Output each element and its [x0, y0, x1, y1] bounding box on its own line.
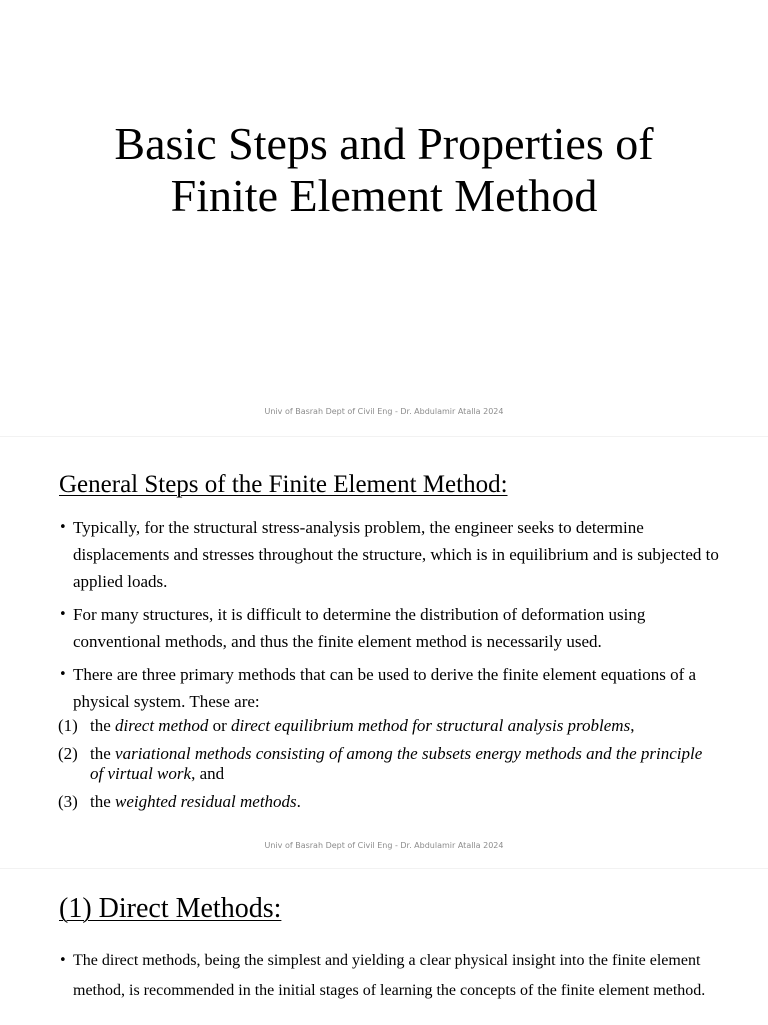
method-text-post: .: [296, 792, 301, 811]
method-number: (2): [58, 744, 78, 763]
bullet-icon: •: [59, 607, 67, 622]
method-text-italic: variational methods consisting of among the subsets energy methods and the principle of virtual work: [90, 744, 703, 783]
method-text-pre: the: [90, 744, 116, 763]
method-text-pre: the: [90, 716, 116, 735]
bullet-icon: •: [59, 520, 67, 535]
section-heading: (1) Direct Methods:: [59, 893, 282, 924]
bullet-list: [59, 946, 719, 1006]
list-item: [59, 514, 719, 595]
method-number: (3): [58, 792, 78, 811]
method-text-italic: direct equilibrium method for structural analysis problems: [231, 716, 631, 735]
title-slide: [0, 0, 768, 436]
method-item: [58, 716, 718, 736]
general-steps-slide: [0, 436, 768, 869]
slide-footer: Univ of Basrah Dept of Civil Eng - Dr. Abdulamir Atalla 2024: [264, 841, 504, 850]
list-item-text: There are three primary methods that can be used to derive the finite element equations of a physical system. These are:: [73, 665, 697, 711]
method-text-pre: the: [90, 792, 116, 811]
method-text-italic: weighted residual methods: [115, 792, 297, 811]
list-item-text: The direct methods, being the simplest and yielding a clear physical insight into the finite element method, is recommended in the initial stages of learning the concepts of the finite element method.: [73, 952, 706, 999]
method-text-mid: or: [208, 716, 232, 735]
direct-methods-slide: [0, 868, 768, 1025]
slide-title-line-2: Finite Element Method: [170, 170, 598, 221]
method-text-italic: direct method: [115, 716, 209, 735]
list-item: [59, 661, 719, 715]
bullet-icon: •: [59, 667, 67, 682]
method-item: [58, 744, 718, 784]
methods-list: [58, 716, 718, 820]
list-item: [59, 946, 719, 1006]
method-item: [58, 792, 718, 812]
bullet-list: [59, 514, 719, 721]
list-item-text: For many structures, it is difficult to determine the distribution of deformation using conventional methods, and thus the finite element method is necessarily used.: [73, 605, 646, 651]
method-text-post: ,: [630, 716, 635, 735]
slide-title-line-1: Basic Steps and Properties of: [114, 118, 654, 169]
section-heading: General Steps of the Finite Element Method:: [59, 471, 508, 498]
bullet-icon: •: [59, 953, 67, 968]
list-item-text: Typically, for the structural stress-analysis problem, the engineer seeks to determine displacements and stresses throughout the structure, which is in equilibrium and is subjected to applied loads.: [73, 518, 719, 591]
slide-footer: Univ of Basrah Dept of Civil Eng - Dr. Abdulamir Atalla 2024: [264, 407, 504, 416]
method-text-post: , and: [191, 764, 225, 783]
slide-title: [40, 118, 728, 222]
method-number: (1): [58, 716, 78, 735]
list-item: [59, 601, 719, 655]
